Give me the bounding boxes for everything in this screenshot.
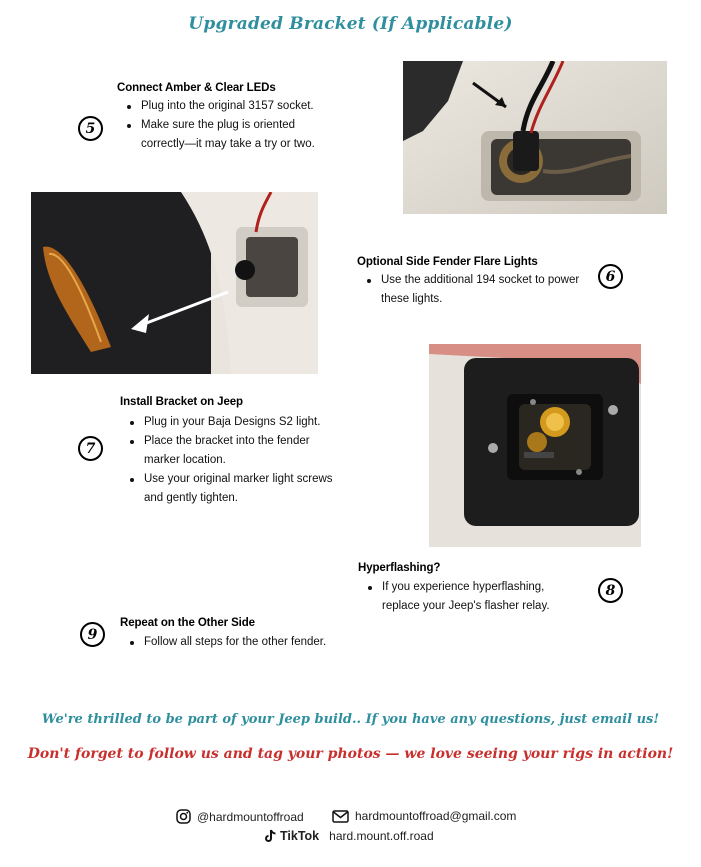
- instagram-icon: [176, 809, 191, 824]
- step-9-title: Repeat on the Other Side: [120, 617, 255, 629]
- list-item: Use the additional 194 socket to power: [357, 271, 597, 290]
- step-5-list: [117, 97, 357, 154]
- email-address: hardmountoffroad@gmail.com: [355, 809, 517, 823]
- tiktok-contact[interactable]: [265, 829, 434, 843]
- tiktok-icon: [265, 829, 277, 843]
- list-item: these lights.: [381, 293, 443, 305]
- step-7-title: Install Bracket on Jeep: [120, 396, 243, 408]
- page-title: Upgraded Bracket (If Applicable): [188, 14, 513, 34]
- list-item: Place the bracket into the fender: [120, 432, 360, 451]
- list-item: replace your Jeep's flasher relay.: [382, 600, 550, 612]
- step-number-7: 7: [78, 436, 103, 461]
- step-6-list: [357, 271, 597, 309]
- email-contact[interactable]: [332, 809, 516, 823]
- thanks-message: We're thrilled to be part of your Jeep build.. If you have any questions, just email us!: [41, 712, 660, 727]
- photo-installed-bracket: [429, 344, 641, 547]
- list-item: correctly—it may take a try or two.: [141, 138, 315, 150]
- step-number-6: 6: [598, 264, 623, 289]
- step-number-5: 5: [78, 116, 103, 141]
- tiktok-handle: hard.mount.off.road: [329, 829, 434, 843]
- list-item: and gently tighten.: [144, 492, 238, 504]
- step-8-title: Hyperflashing?: [358, 562, 441, 574]
- step-6-title: Optional Side Fender Flare Lights: [357, 256, 538, 268]
- list-item: If you experience hyperflashing,: [358, 578, 598, 597]
- list-item: Make sure the plug is oriented: [117, 116, 357, 135]
- instagram-contact[interactable]: [176, 809, 304, 824]
- photo-socket: [403, 61, 667, 214]
- follow-message: Don't forget to follow us and tag your photos — we love seeing your rigs in action!: [27, 746, 674, 762]
- mail-icon: [332, 810, 349, 823]
- list-item: Use your original marker light screws: [120, 470, 360, 489]
- step-number-9: 9: [80, 622, 105, 647]
- instagram-handle: @hardmountoffroad: [197, 809, 304, 824]
- list-item: Plug in your Baja Designs S2 light.: [120, 413, 360, 432]
- step-8-list: [358, 578, 598, 616]
- step-5-title: Connect Amber & Clear LEDs: [117, 82, 276, 94]
- step-number-8: 8: [598, 578, 623, 603]
- photo-fender-light: [31, 192, 318, 374]
- list-item: Plug into the original 3157 socket.: [117, 97, 357, 116]
- step-7-list: [120, 413, 360, 508]
- list-item: marker location.: [144, 454, 226, 466]
- list-item: Follow all steps for the other fender.: [120, 633, 380, 652]
- step-9-list: [120, 633, 380, 652]
- tiktok-label: TikTok: [280, 829, 320, 843]
